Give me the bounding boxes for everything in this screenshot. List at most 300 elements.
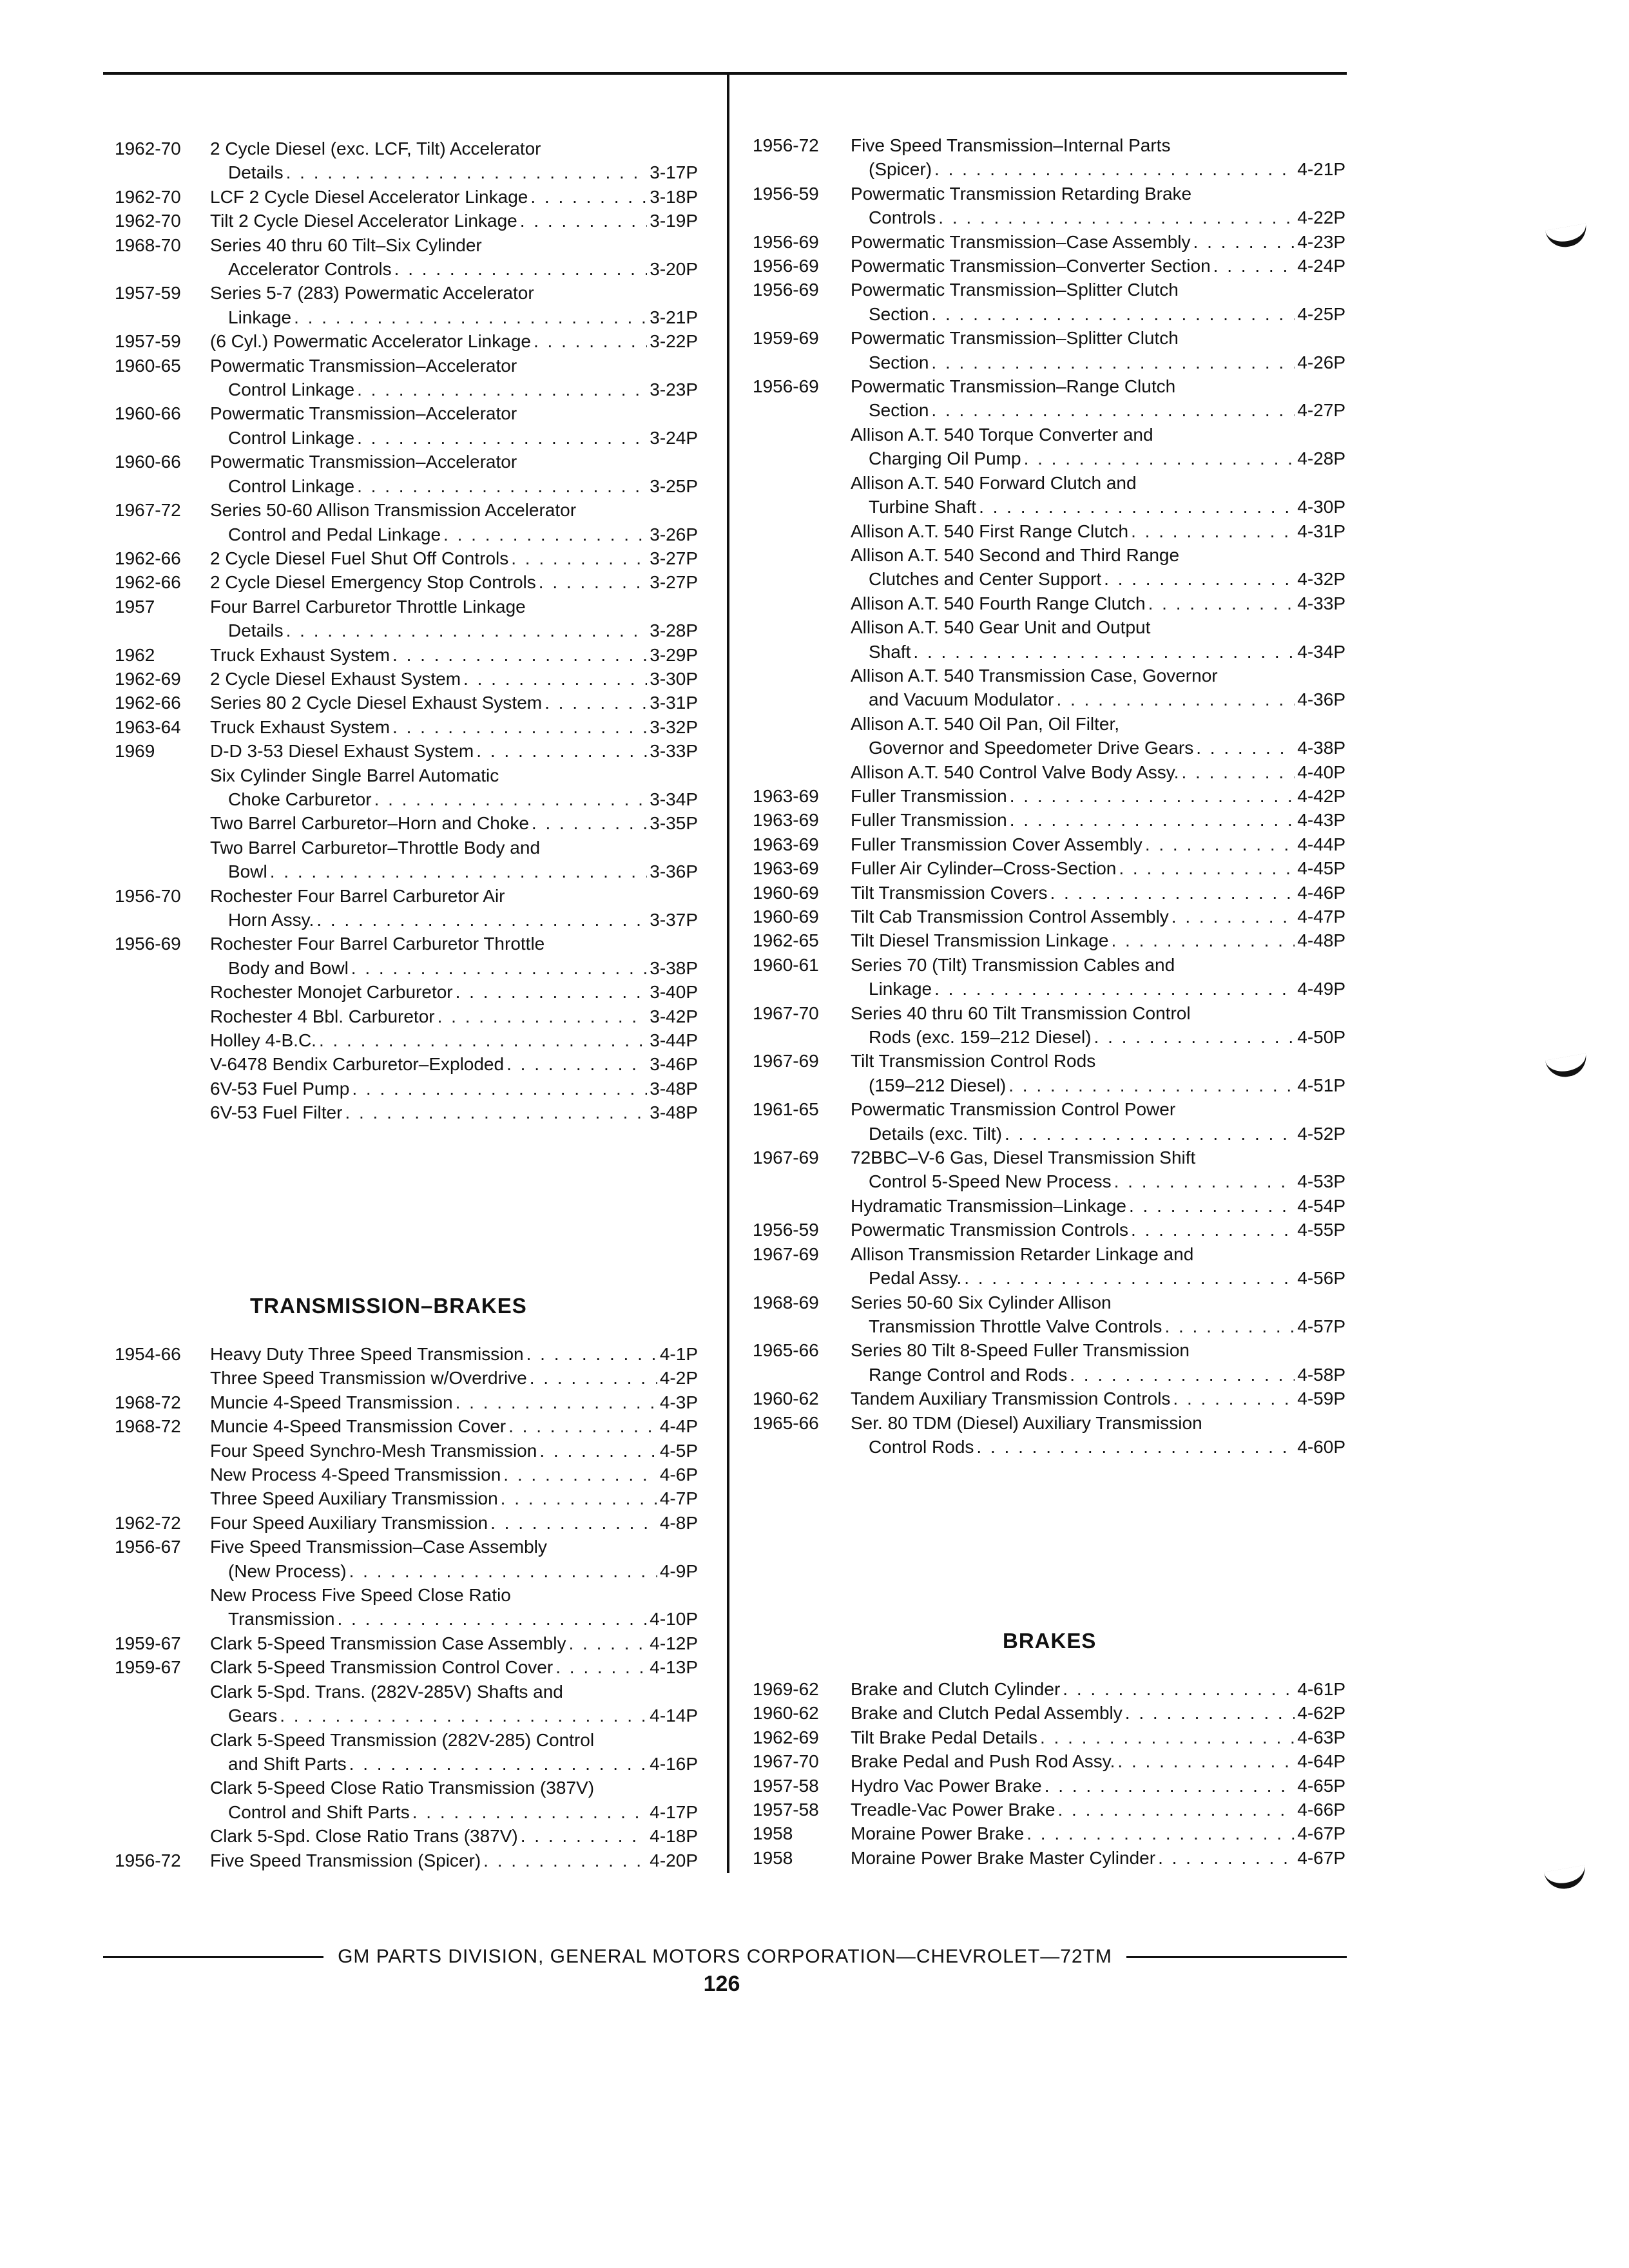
entry-year: 1956-70 [115,885,181,906]
dot-leader [286,619,648,642]
entry-title: Rochester Monojet Carburetor [210,982,453,1003]
entry-page-ref: 4-22P [1297,207,1345,228]
dot-leader [1104,567,1295,591]
entry-title: Clark 5-Speed Transmission Control Cover [210,1657,554,1678]
entry-page-ref: 3-46P [650,1054,698,1075]
entry-title: Four Barrel Carburetor Throttle Linkage [210,596,526,617]
index-entry [753,1097,1345,1146]
entry-title: Five Speed Transmission–Internal Parts [851,135,1171,155]
entry-title: Powermatic Transmission Control Power [851,1099,1176,1120]
entry-title: Rochester Four Barrel Carburetor Air [210,885,505,906]
dot-leader [351,956,647,980]
index-entry [115,450,698,498]
entry-page-ref: 4-36P [1297,689,1345,710]
dot-leader [357,426,647,450]
entry-title: Section [869,303,929,324]
entry-title: Control and Pedal Linkage [228,524,441,544]
entry-title: Gears [228,1706,278,1726]
dot-leader [1145,832,1295,856]
entry-title: Powermatic Transmission–Accelerator [210,403,517,424]
entry-page-ref: 4-55P [1297,1220,1345,1240]
entry-page-ref: 4-50P [1297,1027,1345,1048]
entry-year [115,1824,210,1848]
entry-page-ref: 4-46P [1297,882,1345,903]
dot-leader [521,1824,648,1848]
entry-year: 1968-70 [115,235,181,255]
entry-page-ref: 3-48P [650,1102,698,1123]
dot-leader [530,185,647,209]
dot-leader [555,1655,647,1679]
entry-page-ref: 4-17P [650,1802,698,1822]
index-entry [115,137,698,185]
dot-leader [545,691,647,715]
brakes-index-list [753,1677,1345,1870]
entry-year [753,543,851,591]
entry-year: 1957-58 [753,1800,819,1820]
entry-title: Heavy Duty Three Speed Transmission [210,1344,524,1364]
page-number: 126 [703,1972,740,1996]
entry-page-ref: 3-31P [650,693,698,713]
entry-year: 1960-62 [753,1703,819,1724]
index-entry [753,1701,1345,1725]
index-entry [115,1463,698,1486]
entry-year [115,811,210,835]
index-entry [753,1146,1345,1194]
entry-title: Choke Carburetor [228,789,372,809]
index-entry [753,133,1345,182]
dot-leader [534,329,647,353]
entry-page-ref: 4-25P [1297,303,1345,324]
index-entry [115,281,698,329]
dot-leader [316,908,647,932]
index-entry [115,570,698,594]
entry-title: (Spicer) [869,159,932,180]
index-entry [115,1583,698,1631]
entry-year: 1960-69 [753,907,819,927]
right-index-list [753,133,1345,1459]
entry-page-ref: 4-34P [1297,641,1345,662]
dot-leader [934,157,1295,181]
index-entry [753,591,1345,615]
entry-page-ref: 3-33P [650,741,698,762]
index-entry [753,1821,1345,1845]
entry-title: Series 50-60 Allison Transmission Accelerator [210,500,577,521]
entry-title: Bowl [228,861,267,882]
index-entry [753,953,1345,1001]
dot-leader [463,667,647,691]
dot-leader [357,378,647,401]
transmission-index-list [115,1342,698,1872]
entry-title: and Vacuum Modulator [869,689,1054,710]
dot-leader [352,1077,647,1100]
entry-page-ref: 3-22P [650,331,698,352]
entry-title: Body and Bowl [228,957,349,978]
entry-title: Powermatic Transmission Controls [851,1220,1129,1240]
entry-year: 1956-69 [753,280,819,300]
entry-page-ref: 4-65P [1297,1775,1345,1796]
dot-leader [1010,784,1295,808]
index-entry [115,884,698,932]
entry-year: 1959-67 [115,1633,181,1653]
index-entry [115,1535,698,1583]
entry-title: Treadle-Vac Power Brake [851,1800,1055,1820]
entry-title: Rods (exc. 159–212 Diesel) [869,1027,1092,1048]
dot-leader [1005,1122,1295,1146]
entry-title: Tilt Transmission Covers [851,882,1048,903]
entry-title: Holley 4-B.C. [210,1030,316,1051]
entry-title: Powermatic Transmission–Accelerator [210,452,517,472]
entry-year: 1957-59 [115,331,181,352]
entry-title: Control 5-Speed New Process [869,1171,1112,1192]
dot-leader [357,474,647,498]
dot-leader [443,523,647,546]
entry-page-ref: 3-21P [650,307,698,327]
index-entry [115,546,698,570]
dot-leader [412,1800,648,1824]
dot-leader [1040,1725,1295,1749]
entry-page-ref: 3-48P [650,1078,698,1099]
entry-title: Allison A.T. 540 Second and Third Range [851,544,1180,565]
entry-title: Allison A.T. 540 First Range Clutch [851,521,1129,541]
entry-year: 1962-69 [753,1727,819,1747]
index-entry [115,715,698,739]
entry-title: Transmission Throttle Valve Controls [869,1316,1162,1336]
dot-leader [1196,736,1295,760]
index-entry [115,1728,698,1776]
entry-page-ref: 4-16P [650,1753,698,1774]
entry-title: Series 70 (Tilt) Transmission Cables and [851,954,1175,975]
index-entry [753,519,1345,543]
dot-leader [392,643,647,667]
entry-title: Four Speed Synchro-Mesh Transmission [210,1440,537,1461]
entry-title: Clark 5-Speed Transmission (282V-285) Control [210,1729,595,1750]
dot-leader [976,1435,1295,1459]
dot-leader [1125,1701,1295,1725]
index-entry [115,1366,698,1390]
entry-page-ref: 4-2P [659,1368,698,1389]
entry-year: 1968-72 [115,1416,181,1437]
dot-leader [1057,1798,1295,1821]
entry-title: Pedal Assy. [869,1268,962,1289]
index-entry [753,615,1345,664]
entry-title: Two Barrel Carburetor–Horn and Choke [210,813,529,834]
entry-year: 1962-70 [115,211,181,231]
entry-year: 1962-70 [115,186,181,207]
entry-page-ref: 4-60P [1297,1436,1345,1457]
binder-hole-mark [1545,224,1589,251]
entry-page-ref: 3-24P [650,427,698,448]
entry-title: Control Linkage [228,476,355,496]
entry-year: 1967-70 [753,1751,819,1772]
entry-title: Details [228,162,284,183]
index-entry [753,881,1345,905]
entry-year: 1967-70 [753,1003,819,1023]
entry-page-ref: 4-1P [659,1344,698,1364]
dot-leader [1008,1073,1295,1097]
entry-year: 1957-58 [753,1775,819,1796]
dot-leader [1045,1774,1295,1798]
entry-year: 1956-72 [115,1850,181,1870]
index-entry [753,1194,1345,1218]
dot-leader [483,1849,647,1872]
entry-year: 1956-69 [753,256,819,276]
entry-title: Allison A.T. 540 Forward Clutch and [851,472,1137,493]
entry-title: Hydro Vac Power Brake [851,1775,1042,1796]
index-entry [115,595,698,643]
entry-title: Controls [869,207,936,228]
index-entry [753,856,1345,880]
dot-leader [349,1559,657,1583]
index-entry [753,374,1345,423]
entry-title: Truck Exhaust System [210,644,390,665]
entry-year: 1965-66 [753,1340,819,1361]
index-entry [115,764,698,812]
entry-year: 1967-69 [753,1148,819,1168]
entry-page-ref: 4-62P [1297,1703,1345,1724]
entry-title: 2 Cycle Diesel Exhaust System [210,668,461,689]
dot-leader [964,1266,1295,1290]
entry-year: 1962-66 [115,693,181,713]
index-entry [115,836,698,884]
dot-leader [1050,881,1295,905]
dot-leader [438,1004,648,1028]
entry-year: 1958 [753,1823,793,1844]
entry-page-ref: 4-20P [650,1850,698,1870]
entry-year [115,1077,210,1100]
entry-title: Tandem Auxiliary Transmission Controls [851,1389,1171,1409]
index-entry [115,932,698,980]
entry-title: Control Linkage [228,427,355,448]
entry-page-ref: 4-40P [1297,762,1345,782]
entry-page-ref: 3-18P [650,186,698,207]
entry-title: Truck Exhaust System [210,716,390,737]
entry-year [115,980,210,1004]
entry-page-ref: 4-13P [650,1657,698,1678]
entry-title: Brake Pedal and Push Rod Assy. [851,1751,1115,1772]
entry-page-ref: 4-63P [1297,1727,1345,1747]
dot-leader [1131,519,1295,543]
entry-title: Transmission [228,1609,335,1629]
entry-title: Four Speed Auxiliary Transmission [210,1512,488,1533]
entry-page-ref: 4-5P [659,1440,698,1461]
entry-page-ref: 3-25P [650,476,698,496]
entry-page-ref: 4-30P [1297,497,1345,517]
entry-page-ref: 3-28P [650,620,698,641]
dot-leader [349,1752,648,1776]
entry-title: Three Speed Transmission w/Overdrive [210,1368,527,1389]
index-entry [753,1774,1345,1798]
entry-page-ref: 3-34P [650,789,698,809]
entry-year: 1956-59 [753,1220,819,1240]
index-entry [115,739,698,763]
index-entry [753,1338,1345,1387]
entry-year: 1967-72 [115,500,181,521]
entry-year: 1957-59 [115,283,181,303]
footer-rule-left [103,1956,323,1958]
entry-title: 72BBC–V-6 Gas, Diesel Transmission Shift [851,1148,1196,1168]
entry-title: Five Speed Transmission (Spicer) [210,1850,481,1870]
entry-year [753,760,851,784]
index-entry [753,1725,1345,1749]
entry-title: Ser. 80 TDM (Diesel) Auxiliary Transmission [851,1412,1202,1433]
entry-year: 1960-69 [753,882,819,903]
entry-year: 1960-66 [115,403,181,424]
entry-title: 6V-53 Fuel Pump [210,1078,350,1099]
entry-year: 1967-69 [753,1244,819,1264]
entry-title: Clark 5-Speed Close Ratio Transmission (387V) [210,1778,595,1798]
dot-leader [345,1100,647,1124]
entry-year [753,712,851,760]
entry-year [115,1004,210,1028]
entry-page-ref: 4-26P [1297,352,1345,372]
index-entry [753,230,1345,254]
entry-year: 1968-69 [753,1292,819,1312]
dot-leader [979,495,1295,519]
entry-year [753,1194,851,1218]
entry-page-ref: 4-43P [1297,810,1345,831]
dot-leader [374,787,648,811]
entry-year: 1956-69 [753,376,819,397]
index-entry [753,1001,1345,1050]
entry-title: Brake and Clutch Pedal Assembly [851,1703,1123,1724]
left-index-list [115,137,698,1125]
entry-year [753,591,851,615]
entry-page-ref: 4-56P [1297,1268,1345,1289]
index-entry [753,1411,1345,1459]
entry-page-ref: 3-40P [650,982,698,1003]
entry-year: 1962-65 [753,930,819,951]
dot-leader [1158,1846,1295,1870]
dot-leader [530,1366,657,1390]
entry-page-ref: 4-21P [1297,159,1345,180]
index-entry [753,712,1345,760]
entry-year: 1962-66 [115,548,181,568]
entry-title: Moraine Power Brake [851,1823,1025,1844]
entry-page-ref: 4-38P [1297,738,1345,758]
dot-leader [934,977,1295,1001]
entry-year: 1963-69 [753,834,819,854]
dot-leader [931,302,1295,326]
index-entry [753,1677,1345,1701]
entry-title: Muncie 4-Speed Transmission [210,1392,453,1412]
entry-year [115,1100,210,1124]
entry-title: V-6478 Bendix Carburetor–Exploded [210,1054,505,1075]
entry-page-ref: 4-61P [1297,1679,1345,1699]
footer-text: GM PARTS DIVISION, GENERAL MOTORS CORPORATION—CHEVROLET—72TM [338,1946,1112,1967]
entry-year: 1959-69 [753,328,819,349]
entry-title: LCF 2 Cycle Diesel Accelerator Linkage [210,186,528,207]
entry-title: (6 Cyl.) Powermatic Accelerator Linkage [210,331,531,352]
entry-page-ref: 4-24P [1297,256,1345,276]
entry-title: Powermatic Transmission–Case Assembly [851,231,1191,252]
entry-page-ref: 4-57P [1297,1316,1345,1336]
entry-page-ref: 4-27P [1297,400,1345,421]
index-entry [115,329,698,353]
index-entry [115,1849,698,1872]
dot-leader [1181,760,1295,784]
entry-title: Allison A.T. 540 Torque Converter and [851,424,1153,445]
entry-title: Brake and Clutch Cylinder [851,1679,1061,1699]
dot-leader [270,860,648,883]
entry-title: Series 80 2 Cycle Diesel Exhaust System [210,693,543,713]
dot-leader [1171,905,1295,928]
top-rule [103,72,1347,75]
entry-title: Allison A.T. 540 Fourth Range Clutch [851,593,1146,613]
index-entry [753,278,1345,326]
dot-leader [1129,1194,1295,1218]
entry-page-ref: 4-59P [1297,1389,1345,1409]
dot-leader [490,1511,657,1535]
entry-year: 1960-62 [753,1389,819,1409]
entry-title: Powermatic Transmission–Accelerator [210,355,517,376]
dot-leader [520,209,648,233]
entry-page-ref: 4-6P [659,1465,698,1485]
entry-title: Clark 5-Spd. Trans. (282V-285V) Shafts and [210,1681,563,1702]
entry-year: 1963-69 [753,810,819,831]
index-entry [753,760,1345,784]
index-entry [115,643,698,667]
entry-title: Allison A.T. 540 Transmission Case, Governor [851,665,1218,686]
entry-title: 2 Cycle Diesel Emergency Stop Controls [210,572,536,593]
entry-year: 1969 [115,741,155,762]
entry-year: 1960-61 [753,954,819,975]
entry-page-ref: 4-32P [1297,569,1345,590]
entry-title: Control Rods [869,1436,974,1457]
entry-title: Five Speed Transmission–Case Assembly [210,1537,547,1557]
entry-title: Control Linkage [228,380,355,400]
index-entry [753,1387,1345,1410]
entry-year: 1963-69 [753,858,819,879]
entry-year: 1956-69 [753,231,819,252]
index-entry [753,543,1345,591]
entry-page-ref: 4-12P [650,1633,698,1653]
entry-year: 1963-64 [115,716,181,737]
entry-page-ref: 4-64P [1297,1751,1345,1772]
dot-leader [1117,1749,1295,1773]
entry-page-ref: 4-49P [1297,979,1345,999]
entry-page-ref: 4-8P [659,1512,698,1533]
transmission-brakes-heading: TRANSMISSION–BRAKES [250,1294,527,1318]
dot-leader [938,206,1295,229]
entry-title: Muncie 4-Speed Transmission Cover [210,1416,506,1437]
entry-year: 1958 [753,1847,793,1868]
index-entry [115,1342,698,1366]
index-entry [115,185,698,209]
entry-year: 1956-59 [753,183,819,204]
entry-title: Tilt Diesel Transmission Linkage [851,930,1109,951]
entry-year: 1959-67 [115,1657,181,1678]
entry-page-ref: 4-18P [650,1826,698,1847]
entry-page-ref: 3-19P [650,211,698,231]
entry-title: Series 5-7 (283) Powermatic Accelerator [210,283,534,303]
entry-title: Range Control and Rods [869,1364,1068,1385]
entry-title: Shaft [869,641,911,662]
entry-year: 1962-66 [115,572,181,593]
entry-title: Section [869,352,929,372]
entry-title: Fuller Transmission [851,785,1007,806]
entry-page-ref: 4-44P [1297,834,1345,854]
entry-page-ref: 4-58P [1297,1364,1345,1385]
index-entry [115,667,698,691]
dot-leader [1024,447,1295,470]
entry-year [753,615,851,664]
entry-year [115,1583,210,1631]
entry-page-ref: 4-54P [1297,1195,1345,1216]
entry-year [115,1028,210,1052]
dot-leader [1193,230,1295,254]
index-entry [115,1052,698,1076]
entry-year: 1963-69 [753,785,819,806]
